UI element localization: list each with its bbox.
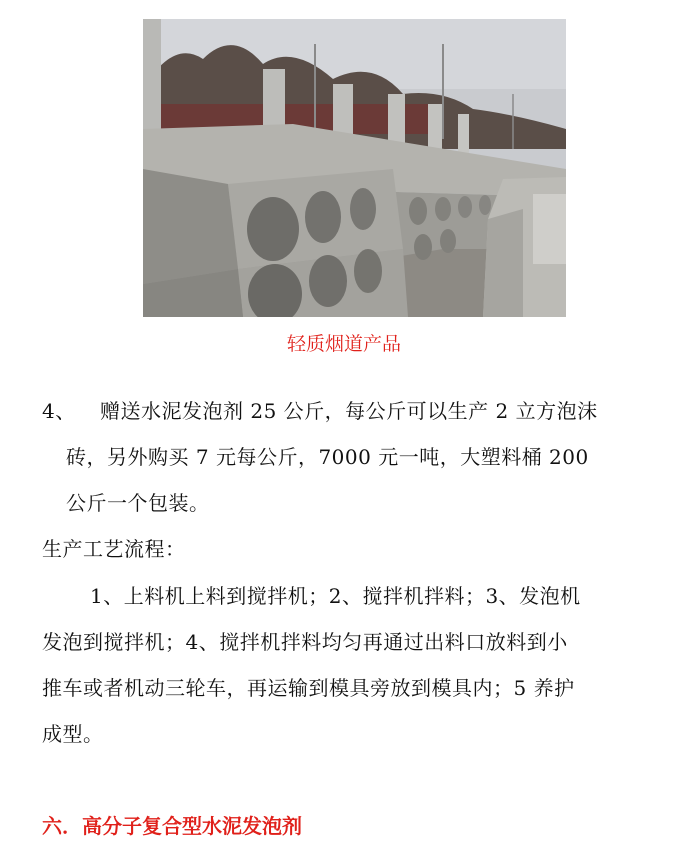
section-heading: 六．高分子复合型水泥发泡剂 (42, 814, 302, 838)
item4-number: 4、 (42, 399, 76, 423)
process-line-2: 发泡到搅拌机；4、搅拌机拌料均匀再通过出料口放料到小 (42, 630, 568, 654)
flue-product-image (143, 19, 566, 317)
process-line-1: 1、上料机上料到搅拌机；2、搅拌机拌料；3、发泡机 (90, 584, 581, 608)
process-line-3: 推车或者机动三轮车，再运输到模具旁放到模具内；5 养护 (42, 676, 575, 700)
figure-caption: 轻质烟道产品 (286, 333, 401, 355)
process-line-4: 成型。 (42, 722, 104, 746)
process-title: 生产工艺流程： (42, 537, 186, 561)
product-photo (143, 19, 566, 317)
item4-line-3: 公斤一个包装。 (66, 491, 210, 515)
item4-line-2: 砖，另外购买 7 元每公斤，7000 元一吨，大塑料桶 200 (66, 445, 589, 469)
item4-line-1: 赠送水泥发泡剂 25 公斤，每公斤可以生产 2 立方泡沫 (100, 399, 598, 423)
